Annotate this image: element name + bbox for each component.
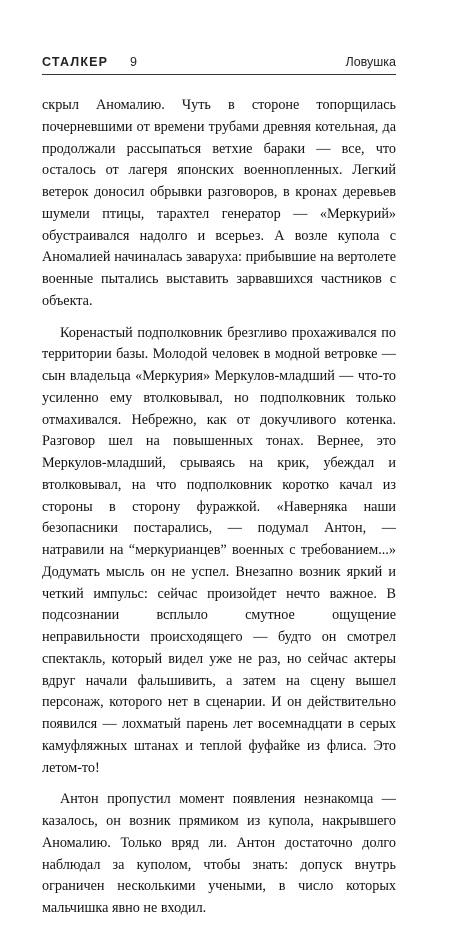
header-rule (42, 74, 396, 75)
paragraph: Коренастый подполковник брезгливо прохаживался по территории базы. Молодой человек в модной ветровке — сын владельца «Меркурия» Меркулов-младший — что-то усиленно ему втолковывал, но подполковник только отмахивался. Небрежно, как от докучливого котенка. Разговор шел на повышенных тонах. Вернее, это Меркулов-младший, срываясь на крик, убеждал и втолковывал, на что подполковник коротко качал из стороны в сторону фуражкой. «Наверняка наши безопасники постарались, — подумал Антон, — натравили на “меркурианцев” военных с требованием...» Додумать мысль он не успел. Внезапно возник яркий и четкий импульс: сейчас произойдет нечто важное. В подсознании всплыло смутное ощущение неправильности происходящего — будто он смотрел спектакль, который видел уже не раз, но сейчас актеры вдруг начали фальшивить, а затем на сцену вышел персонаж, которого нет в сценарии. И он действительно появился — лохматый парень лет восемнадцати в серых камуфляжных штанах и теплой фуфайке из флиса. Это летом-то! (42, 324, 396, 776)
running-header (42, 55, 396, 73)
page-number: 9 (130, 55, 137, 69)
paragraph: Антон пропустил момент появления незнакомца — казалось, он возник прямиком из купола, накрывшего Аномалию. Только вряд ли. Антон достаточно долго наблюдал за куполом, чтобы знать: допуск внутрь ограничен несколькими учеными, в число которых мальчишка явно не входил. (42, 791, 396, 916)
series-title: СТАЛКЕР (42, 55, 109, 69)
body-text (42, 95, 396, 930)
book-title: Ловушка (345, 55, 396, 69)
paragraph-continued: скрыл Аномалию. Чуть в стороне топорщилась почерневшими от времени трубами древняя котельная, да продолжали рассыпаться ветхие бараки — все, что осталось от лагеря японских военнопленных. Легкий ветерок доносил обрывки разговоров, в кронах деревьев шумели птицы, тарахтел генератор — «Меркурий» обустраивался надолго и всерьез. А возле купола с Аномалией начиналась заваруха: прибывшие на вертолете военные пытались выставить зарвавшихся частников с объекта. (42, 97, 396, 309)
